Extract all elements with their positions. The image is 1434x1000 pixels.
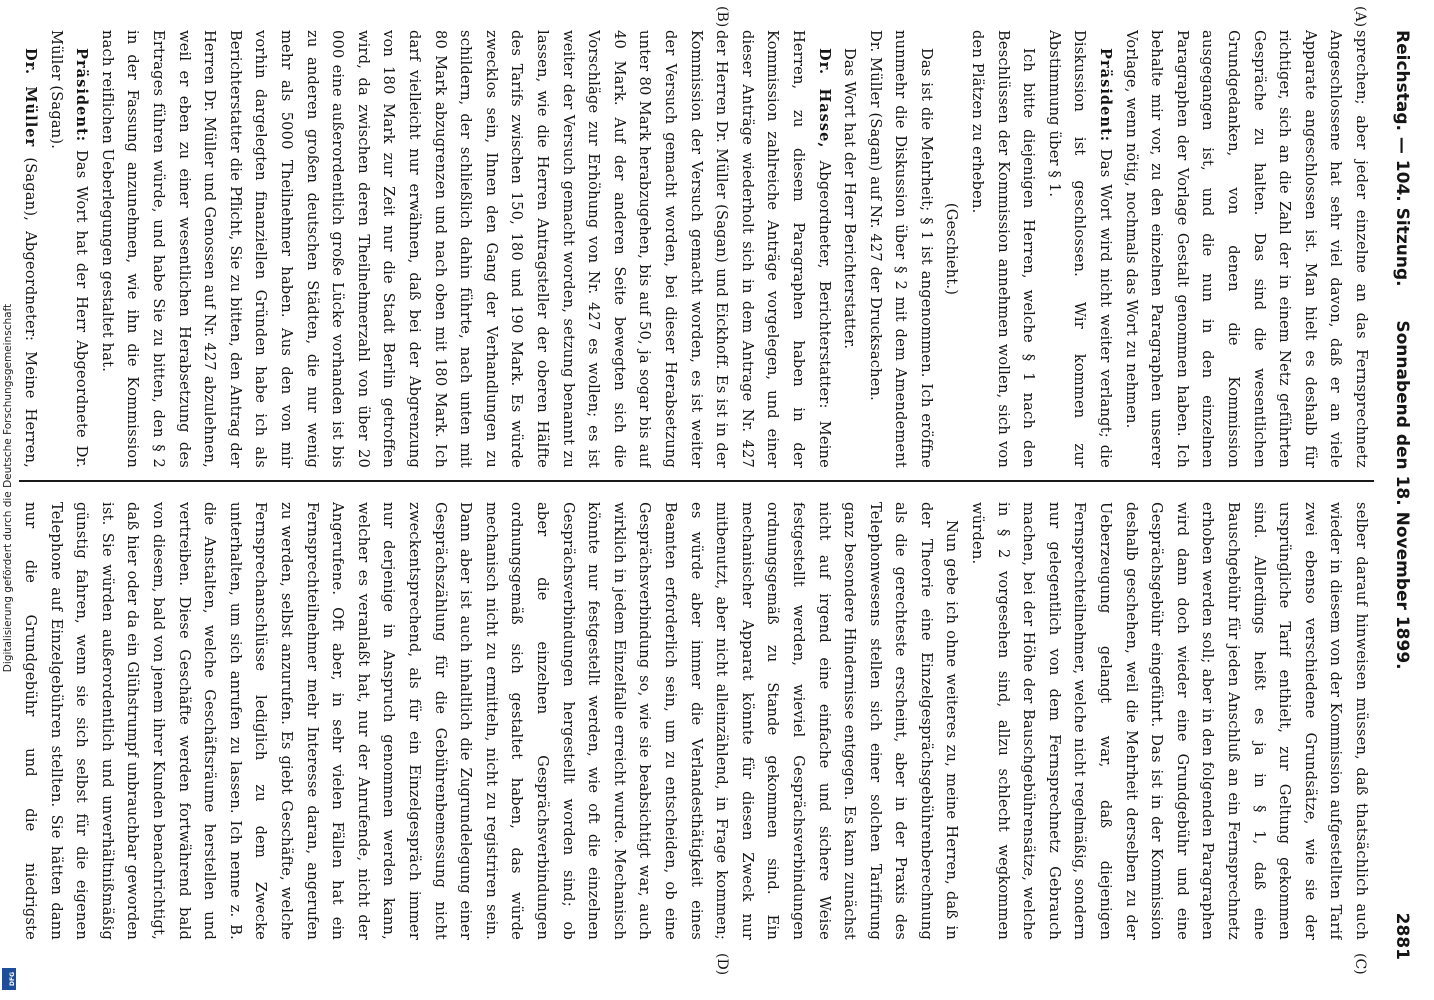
running-head bbox=[1382, 30, 1412, 960]
paragraph: selber darauf hinweisen müssen, daß thatsächlich auch wieder in diesem von der Kommission aufgestellten Tarif zwei ebenso verschiedene Grundsätze, wie sie der ursprüngliche Tarif enthielt, zur Geltung gekommen sind. Allerdings heißt es ja in § 1, daß eine Bauschgebühr für jeden Anschluß an ein Fernsprechnetz erhoben werden soll; aber in den folgenden Paragraphen wird dann doch wieder eine Grundgebühr und eine Gesprächsgebühr eingeführt. Das ist in der Kommission deshalb geschehen, weil die Mehrheit derselben zu der Ueberzeugung gelangt war, daß diejenigen Fernsprechteilnehmer, welche nicht regelmäßig, sondern nur gelegentlich von dem Fernsprechnetz Gebrauch machen, bei der Höhe der Bauschgebührensätze, welche in § 2 vorgesehen sind, allzu schlecht wegkommen würden. bbox=[969, 502, 1370, 940]
speaker-name: Dr. Müller bbox=[22, 48, 40, 148]
margin-marker-b: (B) bbox=[714, 6, 730, 28]
paragraph: Das Wort hat der Herr Berichterstatter. bbox=[841, 48, 859, 350]
speech-text: Das Wort hat der Herr Abgeordnete Dr. Müller (Sagan). bbox=[47, 30, 91, 468]
paragraph: Das ist die Mehrheit; § 1 ist angenommen. Ich eröffne nunmehr die Diskussion über § 2 mit dem Amendement Dr. Müller (Sagan) auf Nr. 427 der Drucksachen. bbox=[866, 30, 935, 468]
paragraph bbox=[19, 30, 43, 468]
paragraph: sprechen; aber jeder einzelne an das Fernsprechnetz Angeschlossene hat sehr viel davon, daß er an viele Apparate angeschlossen ist. Man hielt es deshalb für richtiger, sich an die Zahl der in einem Netz geführten Gespräche zu halten. Das sind die wesentlichen Grundgedanken, von denen die Kommission ausgegangen ist, und die nun in den einzelnen Paragraphen der Vorlage Gestalt genommen haben. Ich behalte mir vor, zu den einzelnen Paragraphen unserer Vorlage, wenn nötig, nochmals das Wort zu nehmen. bbox=[1122, 30, 1370, 468]
paragraph bbox=[94, 30, 836, 468]
stage-direction: (Geschieht.) bbox=[943, 202, 961, 296]
speaker-name: Präsident: bbox=[73, 48, 91, 143]
right-column bbox=[19, 502, 1374, 940]
dfg-logo: DFG bbox=[2, 968, 16, 990]
printed-page bbox=[10, 6, 1420, 980]
header-session: Reichstag. — 104. Sitzung. bbox=[1392, 30, 1412, 287]
margin-marker-c: (C) bbox=[1352, 953, 1368, 975]
paragraph bbox=[1041, 30, 1118, 468]
paragraph: Nun gebe ich ohne weiteres zu, meine Herren, daß in der Theorie eine Einzelgesprächsgebührenberechnung als die gerechteste erscheint, aber in der Praxis des Telephonwesens stellen sich einer solchen Tarifirung ganz besondere Hindernisse entgegen. Es kann zunächst nicht auf irgend eine einfache und sichere Weise festgestellt werden, wieviel Gesprächsverbindungen ordnungsgemäß zu Stande gekommen sind. Ein mechanischer Apparat könnte für diesen Zweck nur mitbenutzt, aber nicht alleinzählend, in Frage kommen; es würde aber immer die Verlandesthätigkeit eines Beamten erforderlich sein, um zu entscheiden, ob eine Gesprächsverbindung so, wie sie beabsichtigt war, auch wirklich in jedem Einzelfalle erreicht wurde. Mechanisch könnte nur festgestellt werden, wie oft die einzelnen Gesprächsverbindungen hergestellt worden sind; ob aber die einzelnen Gesprächsverbindungen ordnungsgemäß sich gestaltet haben, das würde mechanisch nicht zu ermitteln, nicht zu registriren sein. Dann aber ist auch inhaltlich die Zugrundelegung einer Gesprächszählung für die Gebührenbemessung nicht zweckentsprechend, als für ein Einzelgespräch immer nur derjenige in Anspruch genommen werden kann, welcher es veranlaßt hat, nur der Anrufende, nicht der Angerufene. Oft aber, in sehr vielen Fällen hat ein Fernsprechteilnehmer mehr Interesse daran, angerufen zu werden, selbst anzurufen. Es giebt Geschäfte, welche Fernsprechanschlüsse lediglich zu dem Zwecke unterhalten, um sich anrufen zu lassen. Ich nenne z. B. die Anstalten, welche Geschäftsräume herstellen und vertreiben. Diese Geschäfte werden fortwährend bald von diesem, bald von jenem ihrer Kunden benachrichtigt, daß hier oder da ein Glühstrumpf unbrauchbar geworden ist. Sie würden außerordentlich und unverhältnißmäßig günstig fahren, wenn sie sich selbst für die eigenen Telephone auf Einzelgebühren stellten. Sie hätten dann nur die Grundgebühr und die niedrigste bbox=[22, 502, 961, 940]
page-number: 2881 bbox=[1392, 912, 1412, 960]
column-divider bbox=[19, 480, 1374, 482]
speaker-name: Präsident: bbox=[1097, 48, 1115, 143]
margin-marker-d: (D) bbox=[714, 953, 730, 976]
header-date: Sonnabend den 18. November 1899. bbox=[1392, 320, 1412, 670]
paragraph bbox=[43, 30, 94, 468]
speaker-name: Dr. Hasse, bbox=[815, 48, 833, 149]
margin-marker-a: (A) bbox=[1352, 6, 1368, 28]
speech-text: Das Wort wird nicht weiter verlangt; die Diskussion ist geschlossen. Wir kommen zur Abstimmung über § 1. bbox=[1045, 30, 1115, 468]
paragraph: Ich bitte diejenigen Herren, welche § 1 nach den Beschlüssen der Kommission annehmen wollen, sich von den Plätzen zu erheben. bbox=[969, 30, 1038, 468]
speech-text: (Sagan), Abgeordneter: Meine Herren, bbox=[22, 157, 40, 468]
speech-text: Abgeordneter, Berichterstatter: Meine Herren, zu diesem Paragraphen haben in der Kommission zahlreiche Anträge vorgelegen, und einer dieser Anträge wiederholt sich in dem Antrage Nr. 427 der Herren Dr. Müller (Sagan) und Eickhoff. Es ist in der Kommission der Versuch gemacht worden, es ist weiter der Versuch gemacht worden, bei dieser Herabsetzung unter 80 Mark herabzugehen, bis auf 50, ja sogar bis auf 40 Mark. Auf der anderen Seite bewegten sich die Vorschläge zur Erhöhung von Nr. 427 es wollen; es ist weiter der Versuch gemacht worden, setzung benannt zu lassen, wie die Herren Antragsteller der oberen Hälfte des Tarifs zwischen 150, 180 und 190 Mark. Es würde zwecklos sein, Ihnen den Gang der Verhandlungen zu schildern, der schließlich dahin führte, nach unten mit 80 Mark abzugrenzen und nach oben mit 180 Mark. Ich darf vielleicht nur erwähnen, daß bei der Abgrenzung von 180 Mark zur Zeit nur die Stadt Berlin getroffen wird, da zwischen deren Theilnehmerzahl von über 20 000 eine außerordentlich große Lücke vorhanden ist bis zu anderen großen deutschen Städten, die nur wenig mehr als 5000 Theilnehmer haben. Aus den von mir vorhin dargelegten finanziellen Gründen habe ich als Berichterstatter die Pflicht, Sie zu bitten, den Antrag der Herren Dr. Müller und Genossen auf Nr. 427 abzulehnen, weil er eben zu einer wesentlichen Herabsetzung des Ertrages führen würde, und habe Sie zu bitten, den § 2 in der Fassung anzunehmen, wie ihn die Kommission nach reiflichen Ueberlegungen gestaltet hat. bbox=[98, 30, 833, 468]
digitization-note: Digitalisierung gefördert durch die Deutsche Forschungsgemeinschaft bbox=[2, 303, 14, 673]
left-column bbox=[19, 30, 1374, 468]
